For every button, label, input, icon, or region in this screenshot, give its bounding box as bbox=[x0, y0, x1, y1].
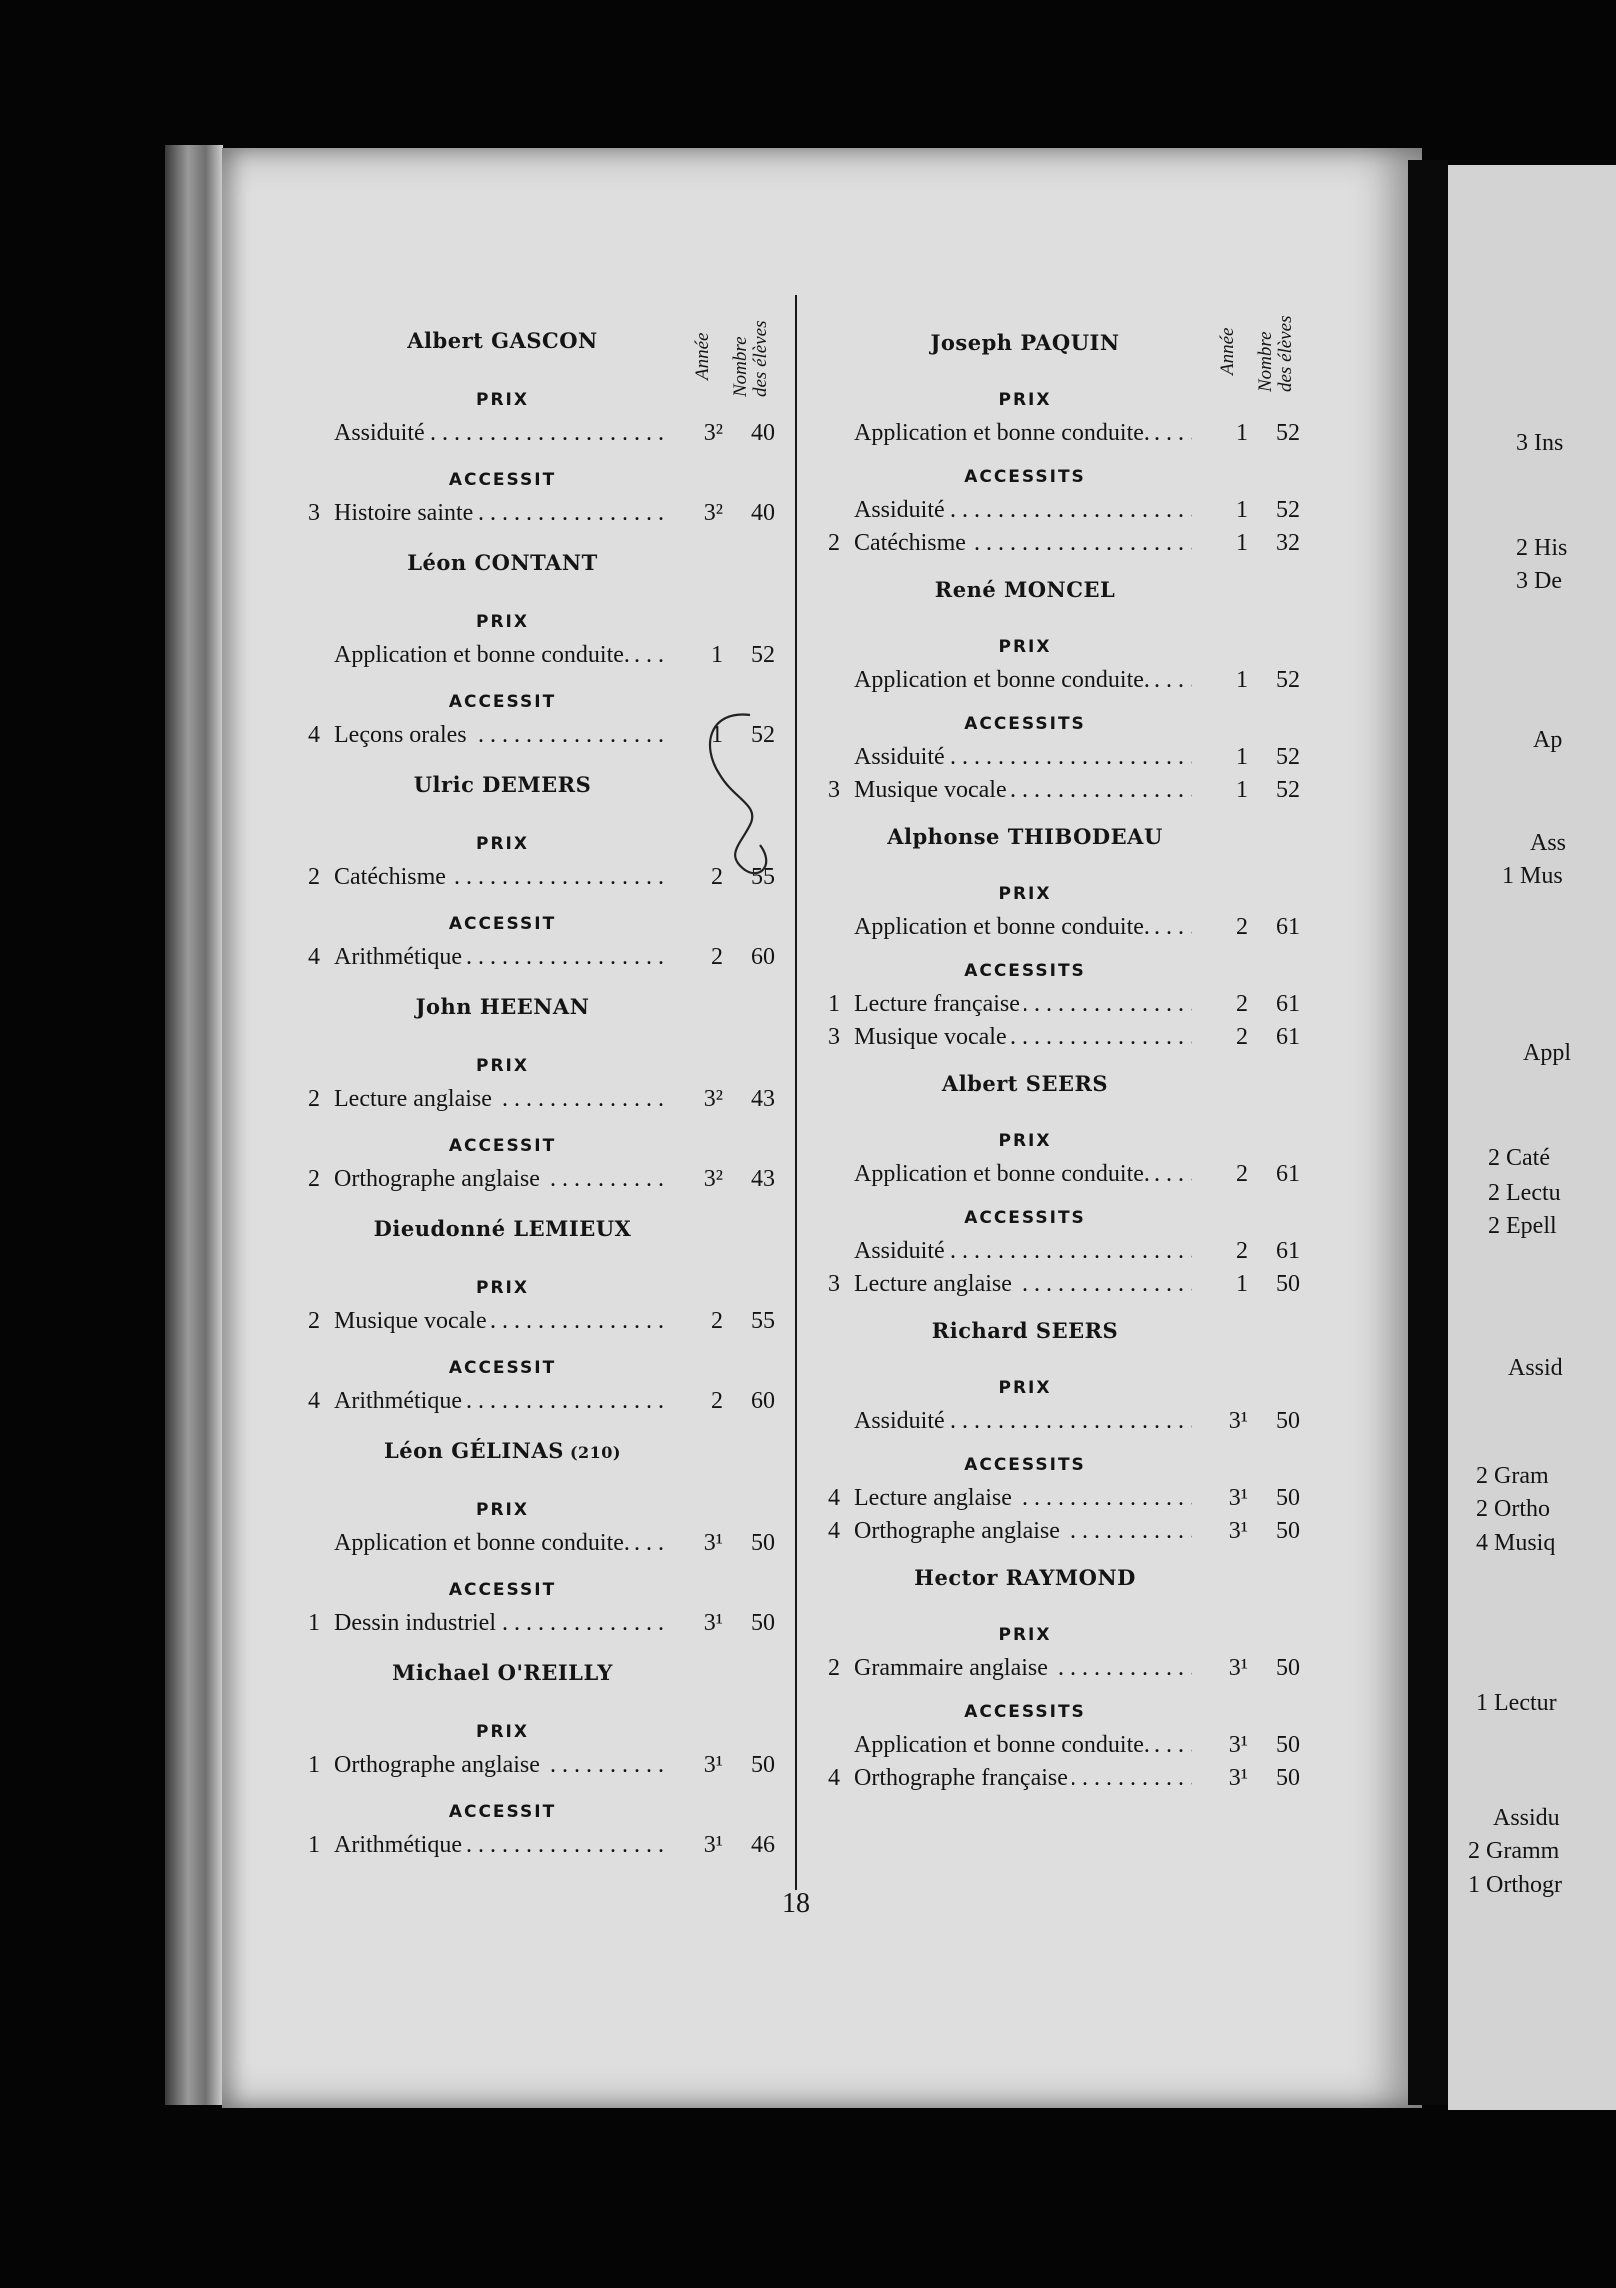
award-rank: 2 bbox=[828, 1655, 840, 1681]
section-label: PRIX bbox=[476, 1278, 529, 1298]
next-page-text: Ass bbox=[1530, 830, 1567, 856]
award-subject-text: Histoire sainte bbox=[334, 500, 477, 526]
student-name: Albert SEERS bbox=[941, 1071, 1109, 1096]
next-page-text: Assidu bbox=[1493, 1805, 1560, 1831]
award-year: 3¹ bbox=[703, 1832, 723, 1858]
section-label: PRIX bbox=[476, 1500, 529, 1520]
section-label: PRIX bbox=[476, 834, 529, 854]
section-label: ACCESSIT bbox=[448, 470, 557, 490]
award-subject bbox=[854, 1024, 1011, 1051]
award-year: 2 bbox=[1236, 1024, 1248, 1050]
award-subject-text: Lecture anglaise bbox=[854, 1271, 1016, 1297]
award-row bbox=[300, 1832, 775, 1862]
award-subject bbox=[334, 1610, 500, 1637]
award-rank: 2 bbox=[308, 1086, 320, 1112]
next-page-text: 4 Musiq bbox=[1476, 1530, 1556, 1556]
award-year: 2 bbox=[1236, 1161, 1248, 1187]
section-label: ACCESSITS bbox=[964, 1208, 1086, 1228]
section-label: PRIX bbox=[998, 637, 1052, 657]
award-subject-text: Lecture anglaise bbox=[854, 1485, 1016, 1511]
award-subject bbox=[334, 1530, 634, 1557]
award-year: 3² bbox=[703, 420, 723, 446]
award-subject bbox=[334, 642, 634, 669]
award-subject bbox=[854, 1271, 1016, 1298]
award-row bbox=[300, 1530, 775, 1560]
next-page-text: 1 Mus bbox=[1502, 863, 1563, 889]
column-header-students: Nombre des élèves bbox=[1255, 315, 1296, 392]
award-year: 3¹ bbox=[1228, 1485, 1248, 1511]
award-rank: 4 bbox=[828, 1518, 840, 1544]
award-subject-text: Assiduité bbox=[334, 420, 429, 446]
award-student-count: 50 bbox=[751, 1610, 775, 1636]
award-student-count: 40 bbox=[751, 500, 775, 526]
award-student-count: 52 bbox=[751, 642, 775, 668]
award-subject-text: Assiduité bbox=[854, 1408, 949, 1434]
award-subject bbox=[334, 1086, 496, 1113]
next-page-text: 2 Epell bbox=[1488, 1213, 1557, 1239]
award-row bbox=[820, 1024, 1300, 1054]
section-label: ACCESSIT bbox=[448, 914, 557, 934]
award-subject-text: Arithmétique bbox=[334, 1832, 466, 1858]
next-page-text: 2 Ortho bbox=[1476, 1496, 1550, 1522]
award-row bbox=[820, 914, 1300, 944]
column-header-year: Année bbox=[692, 332, 713, 380]
award-year: 1 bbox=[1236, 497, 1248, 523]
award-student-count: 46 bbox=[751, 1832, 775, 1858]
award-year: 1 bbox=[1236, 1271, 1248, 1297]
award-subject bbox=[334, 864, 450, 891]
award-subject bbox=[854, 914, 1154, 941]
award-subject bbox=[854, 1408, 949, 1435]
award-subject-text: Orthographe française bbox=[854, 1765, 1072, 1791]
award-row bbox=[820, 420, 1300, 450]
award-row bbox=[300, 1752, 775, 1782]
award-year: 3² bbox=[703, 1166, 723, 1192]
award-row bbox=[820, 1408, 1300, 1438]
award-subject-text: Application et bonne conduite. bbox=[334, 642, 634, 668]
next-page-text: 1 Lectur bbox=[1476, 1690, 1557, 1716]
award-subject-text: Orthographe anglaise bbox=[334, 1166, 544, 1192]
award-subject-text: Musique vocale bbox=[854, 1024, 1011, 1050]
section-label: ACCESSITS bbox=[964, 714, 1086, 734]
award-subject bbox=[854, 667, 1154, 694]
award-student-count: 61 bbox=[1276, 1238, 1300, 1264]
section-label: PRIX bbox=[476, 1722, 529, 1742]
award-subject-text: Lecture anglaise bbox=[334, 1086, 496, 1112]
award-row bbox=[300, 1388, 775, 1418]
section-label: PRIX bbox=[998, 1378, 1052, 1398]
award-row bbox=[820, 1732, 1300, 1762]
award-subject bbox=[334, 1752, 544, 1779]
award-subject-text: Leçons orales bbox=[334, 722, 471, 748]
award-student-count: 61 bbox=[1276, 1024, 1300, 1050]
award-subject bbox=[854, 991, 1024, 1018]
award-subject bbox=[334, 1166, 544, 1193]
award-year: 2 bbox=[1236, 991, 1248, 1017]
award-student-count: 32 bbox=[1276, 530, 1300, 556]
award-rank: 3 bbox=[308, 500, 320, 526]
award-subject bbox=[854, 744, 949, 771]
award-subject bbox=[334, 944, 466, 971]
award-subject-text: Orthographe anglaise bbox=[854, 1518, 1064, 1544]
award-rank: 3 bbox=[828, 1271, 840, 1297]
award-subject-text: Catéchisme bbox=[854, 530, 970, 556]
award-row bbox=[300, 500, 775, 530]
award-row bbox=[300, 1166, 775, 1196]
award-subject bbox=[854, 530, 970, 557]
next-page-text: 3 De bbox=[1516, 568, 1562, 594]
award-year: 2 bbox=[1236, 914, 1248, 940]
next-page-text: 2 Lectu bbox=[1488, 1180, 1561, 1206]
award-year: 1 bbox=[1236, 420, 1248, 446]
next-page-text: 2 His bbox=[1516, 535, 1568, 561]
section-label: ACCESSIT bbox=[448, 1802, 557, 1822]
award-rank: 1 bbox=[308, 1832, 320, 1858]
section-label: ACCESSIT bbox=[448, 1136, 557, 1156]
award-student-count: 43 bbox=[751, 1086, 775, 1112]
award-subject-text: Application et bonne conduite. bbox=[854, 1161, 1154, 1187]
award-row bbox=[820, 1485, 1300, 1515]
next-page-fragment bbox=[1448, 165, 1616, 2110]
student-name: Joseph PAQUIN bbox=[930, 330, 1120, 355]
award-year: 2 bbox=[1236, 1238, 1248, 1264]
award-year: 3¹ bbox=[703, 1752, 723, 1778]
award-row bbox=[820, 777, 1300, 807]
award-rank: 4 bbox=[308, 1388, 320, 1414]
student-name: Léon CONTANT bbox=[407, 550, 598, 575]
award-year: 3¹ bbox=[703, 1610, 723, 1636]
award-subject bbox=[334, 1832, 466, 1859]
section-label: ACCESSIT bbox=[448, 692, 557, 712]
award-subject-text: Application et bonne conduite. bbox=[854, 667, 1154, 693]
award-row bbox=[820, 497, 1300, 527]
student-name: Alphonse THIBODEAU bbox=[887, 824, 1163, 849]
student-note: (210) bbox=[563, 1443, 621, 1462]
page-number: 18 bbox=[782, 1888, 810, 1919]
award-student-count: 50 bbox=[1276, 1655, 1300, 1681]
award-row bbox=[820, 991, 1300, 1021]
award-subject-text: Musique vocale bbox=[854, 777, 1011, 803]
next-page-text: 2 Gramm bbox=[1468, 1838, 1560, 1864]
award-year: 3¹ bbox=[703, 1530, 723, 1556]
award-student-count: 61 bbox=[1276, 914, 1300, 940]
award-subject bbox=[854, 1161, 1154, 1188]
book-gutter bbox=[1408, 160, 1448, 2105]
award-year: 3¹ bbox=[1228, 1655, 1248, 1681]
award-row bbox=[820, 530, 1300, 560]
student-name: René MONCEL bbox=[934, 577, 1116, 602]
award-subject-text: Arithmétique bbox=[334, 1388, 466, 1414]
section-label: ACCESSITS bbox=[964, 1455, 1086, 1475]
award-student-count: 50 bbox=[751, 1530, 775, 1556]
next-page-text: 1 Orthogr bbox=[1468, 1872, 1562, 1898]
next-page-text: 2 Gram bbox=[1476, 1463, 1549, 1489]
next-page-text: Assid bbox=[1508, 1355, 1563, 1381]
award-subject-text: Assiduité bbox=[854, 497, 949, 523]
award-year: 2 bbox=[711, 864, 723, 890]
award-subject-text: Lecture française bbox=[854, 991, 1024, 1017]
award-row bbox=[820, 1765, 1300, 1795]
award-rank: 1 bbox=[308, 1752, 320, 1778]
award-rank: 1 bbox=[828, 991, 840, 1017]
award-subject bbox=[334, 1308, 491, 1335]
section-label: PRIX bbox=[998, 884, 1052, 904]
award-year: 2 bbox=[711, 944, 723, 970]
award-row bbox=[820, 1518, 1300, 1548]
award-rank: 2 bbox=[308, 1166, 320, 1192]
award-year: 3¹ bbox=[1228, 1408, 1248, 1434]
award-student-count: 52 bbox=[1276, 667, 1300, 693]
award-year: 1 bbox=[711, 722, 723, 748]
column-header-year: Année bbox=[1217, 327, 1238, 375]
award-subject bbox=[854, 497, 949, 524]
award-year: 2 bbox=[711, 1308, 723, 1334]
award-subject-text: Application et bonne conduite. bbox=[334, 1530, 634, 1556]
pencil-mark bbox=[690, 705, 780, 885]
book-edge bbox=[165, 145, 223, 2105]
award-student-count: 52 bbox=[1276, 497, 1300, 523]
award-year: 2 bbox=[711, 1388, 723, 1414]
award-student-count: 50 bbox=[1276, 1518, 1300, 1544]
award-subject-text: Orthographe anglaise bbox=[334, 1752, 544, 1778]
award-student-count: 50 bbox=[1276, 1408, 1300, 1434]
award-year: 1 bbox=[711, 642, 723, 668]
award-student-count: 50 bbox=[1276, 1271, 1300, 1297]
award-student-count: 52 bbox=[1276, 744, 1300, 770]
award-student-count: 50 bbox=[1276, 1732, 1300, 1758]
award-subject bbox=[334, 420, 429, 447]
section-label: PRIX bbox=[476, 1056, 529, 1076]
award-rank: 2 bbox=[828, 530, 840, 556]
next-page-text: Appl bbox=[1523, 1040, 1571, 1066]
award-subject-text: Catéchisme bbox=[334, 864, 450, 890]
award-row bbox=[300, 944, 775, 974]
student-name: Léon GÉLINAS (210) bbox=[383, 1438, 621, 1463]
student-name: John HEENAN bbox=[415, 994, 590, 1019]
award-subject bbox=[854, 1238, 949, 1265]
award-year: 3² bbox=[703, 500, 723, 526]
award-subject bbox=[854, 1765, 1072, 1792]
award-row bbox=[820, 1238, 1300, 1268]
award-subject bbox=[854, 1655, 1052, 1682]
student-name: Michael O'REILLY bbox=[392, 1660, 613, 1685]
award-rank: 4 bbox=[308, 722, 320, 748]
section-label: PRIX bbox=[998, 390, 1052, 410]
award-year: 3¹ bbox=[1228, 1765, 1248, 1791]
column-header-students: Nombre des élèves bbox=[730, 320, 771, 397]
award-row bbox=[300, 420, 775, 450]
award-year: 1 bbox=[1236, 667, 1248, 693]
award-subject bbox=[854, 420, 1154, 447]
award-subject-text: Application et bonne conduite. bbox=[854, 420, 1154, 446]
award-student-count: 50 bbox=[751, 1752, 775, 1778]
award-row bbox=[820, 744, 1300, 774]
award-subject bbox=[854, 1732, 1154, 1759]
award-student-count: 61 bbox=[1276, 1161, 1300, 1187]
award-subject bbox=[334, 1388, 466, 1415]
award-row bbox=[820, 667, 1300, 697]
award-student-count: 60 bbox=[751, 1388, 775, 1414]
award-year: 1 bbox=[1236, 777, 1248, 803]
award-year: 3¹ bbox=[1228, 1518, 1248, 1544]
award-subject-text: Arithmétique bbox=[334, 944, 466, 970]
award-rank: 1 bbox=[308, 1610, 320, 1636]
award-rank: 3 bbox=[828, 1024, 840, 1050]
award-subject bbox=[854, 777, 1011, 804]
award-student-count: 52 bbox=[1276, 777, 1300, 803]
award-student-count: 55 bbox=[751, 864, 775, 890]
award-rank: 2 bbox=[308, 864, 320, 890]
award-student-count: 52 bbox=[751, 722, 775, 748]
next-page-text: Ap bbox=[1533, 727, 1563, 753]
award-subject-text: Grammaire anglaise bbox=[854, 1655, 1052, 1681]
award-subject-text: Application et bonne conduite. bbox=[854, 1732, 1154, 1758]
award-student-count: 61 bbox=[1276, 991, 1300, 1017]
award-student-count: 40 bbox=[751, 420, 775, 446]
award-row bbox=[820, 1655, 1300, 1685]
section-label: PRIX bbox=[476, 612, 529, 632]
award-student-count: 43 bbox=[751, 1166, 775, 1192]
next-page-text: 3 Ins bbox=[1516, 430, 1564, 456]
next-page-text: 2 Caté bbox=[1488, 1145, 1550, 1171]
award-subject-text: Assiduité bbox=[854, 744, 949, 770]
award-row bbox=[300, 1308, 775, 1338]
award-student-count: 52 bbox=[1276, 420, 1300, 446]
section-label: PRIX bbox=[476, 390, 529, 410]
award-subject bbox=[854, 1518, 1064, 1545]
award-subject-text: Application et bonne conduite. bbox=[854, 914, 1154, 940]
section-label: ACCESSIT bbox=[448, 1580, 557, 1600]
section-label: ACCESSIT bbox=[448, 1358, 557, 1378]
award-rank: 4 bbox=[828, 1765, 840, 1791]
award-row bbox=[300, 642, 775, 672]
award-row bbox=[300, 1610, 775, 1640]
award-rank: 4 bbox=[828, 1485, 840, 1511]
student-name: Ulric DEMERS bbox=[413, 772, 592, 797]
section-label: ACCESSITS bbox=[964, 467, 1086, 487]
award-rank: 2 bbox=[308, 1308, 320, 1334]
award-row bbox=[820, 1271, 1300, 1301]
award-subject bbox=[334, 722, 471, 749]
award-row bbox=[300, 1086, 775, 1116]
award-row bbox=[820, 1161, 1300, 1191]
section-label: PRIX bbox=[998, 1625, 1052, 1645]
section-label: ACCESSITS bbox=[964, 961, 1086, 981]
award-year: 3² bbox=[703, 1086, 723, 1112]
section-label: PRIX bbox=[998, 1131, 1052, 1151]
award-student-count: 50 bbox=[1276, 1765, 1300, 1791]
student-name: Hector RAYMOND bbox=[914, 1565, 1136, 1590]
student-name: Dieudonné LEMIEUX bbox=[373, 1216, 632, 1241]
column-divider bbox=[795, 295, 797, 1890]
award-student-count: 60 bbox=[751, 944, 775, 970]
student-name: Albert GASCON bbox=[407, 328, 598, 353]
award-subject-text: Musique vocale bbox=[334, 1308, 491, 1334]
award-year: 1 bbox=[1236, 744, 1248, 770]
award-subject-text: Assiduité bbox=[854, 1238, 949, 1264]
award-student-count: 50 bbox=[1276, 1485, 1300, 1511]
section-label: ACCESSITS bbox=[964, 1702, 1086, 1722]
award-rank: 3 bbox=[828, 777, 840, 803]
award-subject bbox=[334, 500, 477, 527]
award-rank: 4 bbox=[308, 944, 320, 970]
award-subject bbox=[854, 1485, 1016, 1512]
student-name: Richard SEERS bbox=[931, 1318, 1119, 1343]
award-subject-text: Dessin industriel bbox=[334, 1610, 500, 1636]
award-year: 1 bbox=[1236, 530, 1248, 556]
award-student-count: 55 bbox=[751, 1308, 775, 1334]
award-year: 3¹ bbox=[1228, 1732, 1248, 1758]
